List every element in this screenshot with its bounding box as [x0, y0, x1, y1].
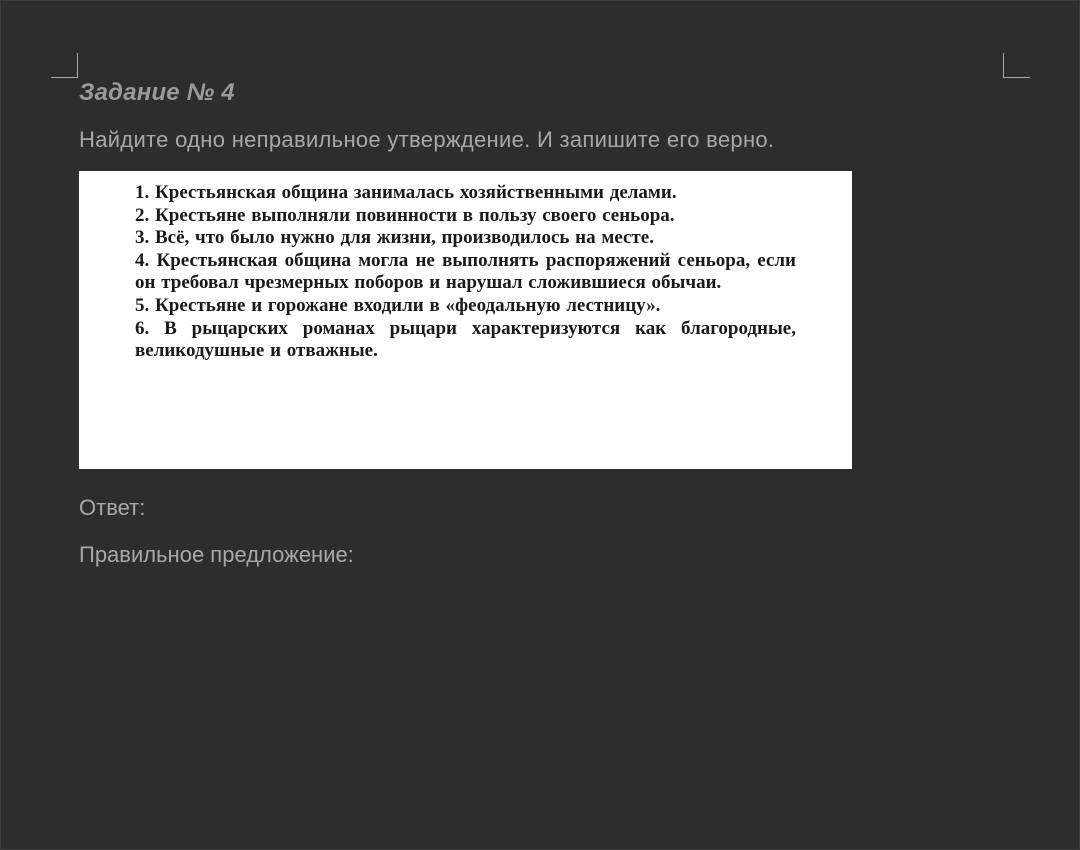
statement-item [135, 318, 796, 363]
statement-text: 6. В рыцарских романах рыцари характеризуются как благородные, великодушные и отважные. [135, 317, 796, 362]
page-corner-mark-left [51, 53, 78, 78]
statement-text: 5. Крестьяне и горожане входили в «феодальную лестницу». [135, 294, 661, 316]
statement-item [135, 250, 796, 295]
statement-text: 2. Крестьяне выполняли повинности в пользу своего сеньора. [135, 204, 675, 226]
statement-text: 1. Крестьянская община занималась хозяйственными делами. [135, 182, 677, 203]
statement-item [135, 205, 796, 228]
scanned-statements-image [79, 171, 852, 469]
statement-item [135, 182, 796, 205]
statement-text: 4. Крестьянская община могла не выполнять распоряжений сеньора, если он требовал чрезмерных поборов и нарушал сложившиеся обычаи. [135, 249, 796, 294]
correct-sentence-label[interactable]: Правильное предложение: [79, 542, 354, 567]
task-title: Задание № 4 [79, 79, 235, 106]
task-instruction: Найдите одно неправильное утверждение. И запишите его верно. [79, 127, 775, 152]
statements-list [135, 182, 796, 363]
statement-item [135, 295, 796, 318]
statement-item [135, 227, 796, 250]
page-corner-mark-right [1003, 53, 1030, 78]
statement-text: 3. Всё, что было нужно для жизни, производилось на месте. [135, 227, 654, 249]
answer-label[interactable]: Ответ: [79, 495, 146, 520]
